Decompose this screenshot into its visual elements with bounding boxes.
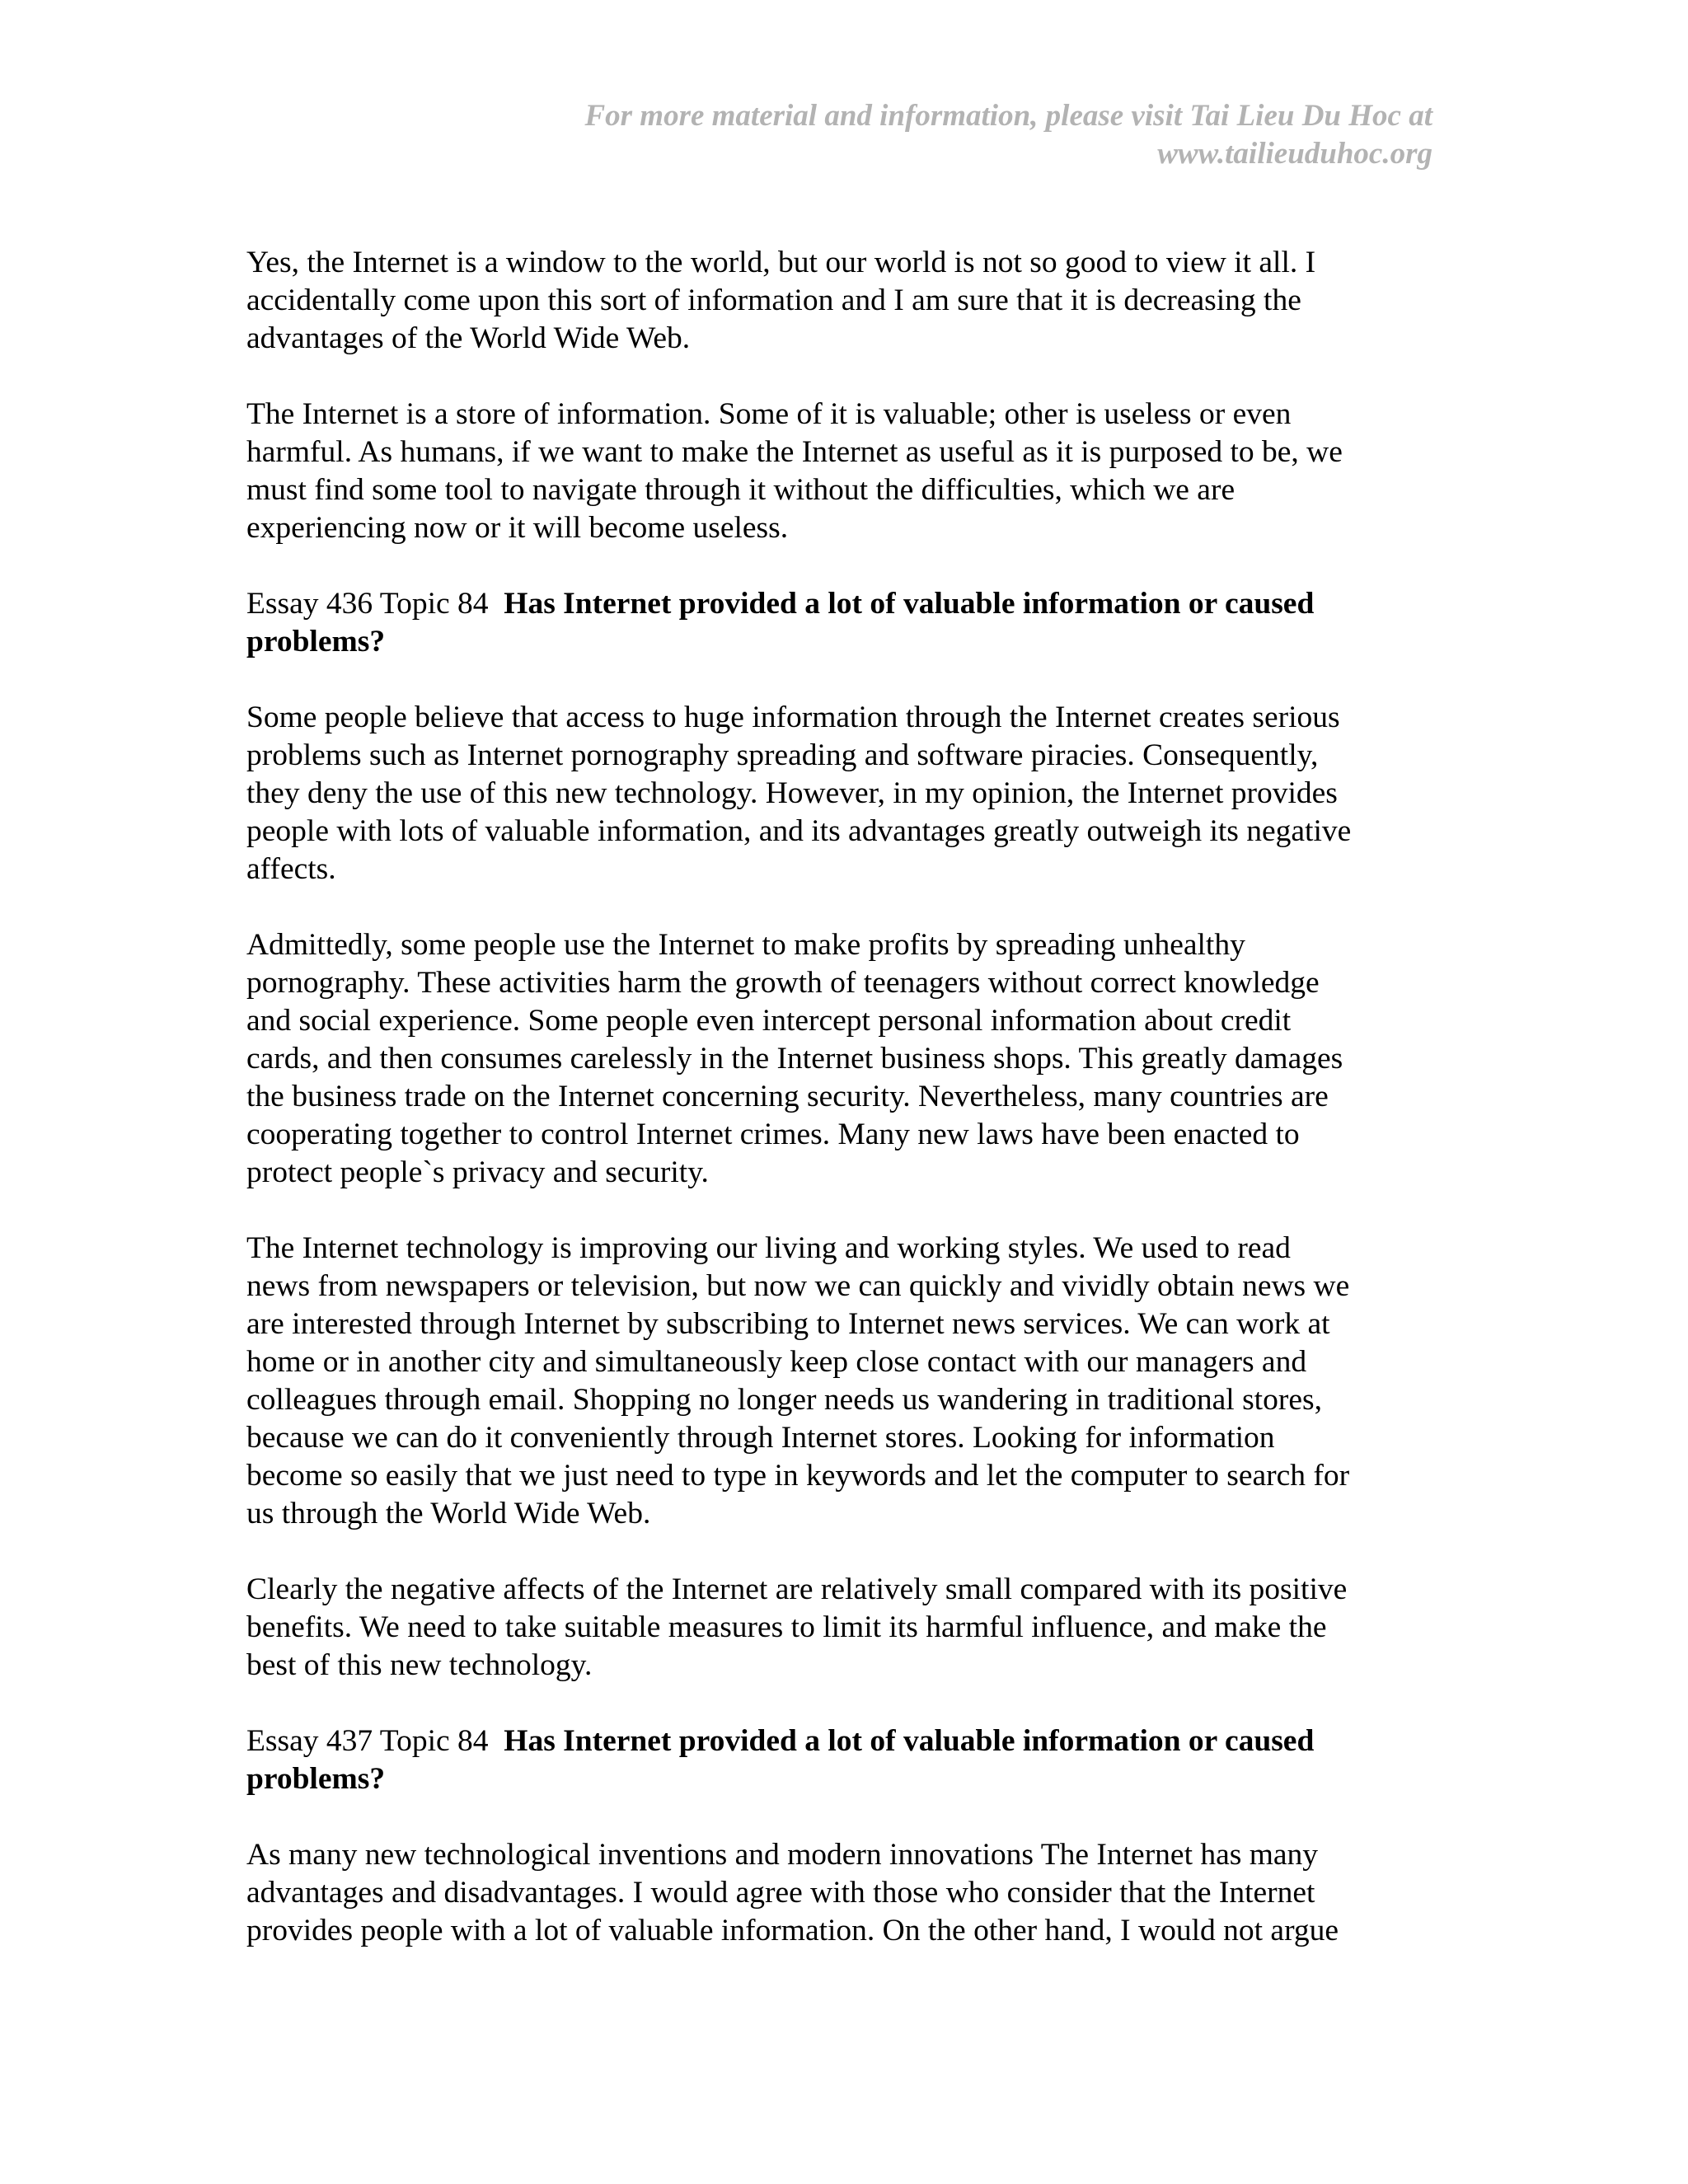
text-line: cooperating together to control Internet crimes. Many new laws have been enacted to (246, 1118, 1300, 1151)
text-line: problems such as Internet pornography spreading and software piracies. Consequently, (246, 738, 1319, 772)
text-line: accidentally come upon this sort of information and I am sure that it is decreasing the (246, 284, 1301, 317)
text-line: The Internet technology is improving our living and working styles. We used to read (246, 1231, 1291, 1265)
heading-line (246, 585, 1433, 623)
text-line: pornography. These activities harm the growth of teenagers without correct knowledge (246, 966, 1320, 1000)
text-line: the business trade on the Internet concerning security. Nevertheless, many countries are (246, 1080, 1329, 1113)
text-line: they deny the use of this new technology. However, in my opinion, the Internet provides (246, 776, 1338, 810)
document-body (246, 244, 1433, 1988)
essay-436-heading (246, 585, 1433, 661)
text-line: become so easily that we just need to type in keywords and let the computer to search for (246, 1459, 1350, 1493)
heading-line (246, 1722, 1433, 1760)
text-line: experiencing now or it will become useless. (246, 511, 789, 545)
text-line: Some people believe that access to huge information through the Internet creates serious (246, 701, 1340, 734)
paragraph-6 (246, 1571, 1433, 1685)
essay-topic-title: Has Internet provided a lot of valuable information or caused (504, 1724, 1315, 1758)
paragraph-2 (246, 396, 1433, 547)
text-line: benefits. We need to take suitable measures to limit its harmful influence, and make the (246, 1610, 1327, 1644)
text-line: protect people`s privacy and security. (246, 1155, 709, 1189)
paragraph-7 (246, 1836, 1433, 1950)
essay-topic-title-continued: problems? (246, 625, 386, 658)
text-line: cards, and then consumes carelessly in the Internet business shops. This greatly damages (246, 1042, 1343, 1076)
text-line: advantages and disadvantages. I would agree with those who consider that the Internet (246, 1876, 1315, 1910)
text-line: Admittedly, some people use the Internet to make profits by spreading unhealthy (246, 928, 1245, 962)
text-line: affects. (246, 852, 336, 886)
paragraph-4 (246, 926, 1433, 1192)
text-line: are interested through Internet by subscribing to Internet news services. We can work at (246, 1307, 1330, 1341)
text-line: harmful. As humans, if we want to make the Internet as useful as it is purposed to be, we (246, 435, 1343, 469)
text-line: As many new technological inventions and modern innovations The Internet has many (246, 1838, 1319, 1872)
essay-label: Essay 437 Topic 84 (246, 1724, 504, 1758)
text-line: must find some tool to navigate through it without the difficulties, which we are (246, 473, 1236, 507)
essay-label: Essay 436 Topic 84 (246, 587, 504, 621)
text-line: Clearly the negative affects of the Internet are relatively small compared with its positive (246, 1572, 1348, 1606)
text-line: Yes, the Internet is a window to the world, but our world is not so good to view it all. I (246, 246, 1316, 279)
essay-topic-title: Has Internet provided a lot of valuable information or caused (504, 587, 1315, 621)
text-line: news from newspapers or television, but now we can quickly and vividly obtain news we (246, 1269, 1350, 1303)
text-line: and social experience. Some people even intercept personal information about credit (246, 1004, 1292, 1038)
header-line-1: For more material and information, please visit Tai Lieu Du Hoc at (584, 99, 1432, 133)
text-line: provides people with a lot of valuable information. On the other hand, I would not argue (246, 1914, 1339, 1947)
text-line: advantages of the World Wide Web. (246, 321, 691, 355)
text-line: home or in another city and simultaneously keep close contact with our managers and (246, 1345, 1307, 1379)
text-line: because we can do it conveniently through Internet stores. Looking for information (246, 1421, 1275, 1455)
page-header-note (443, 97, 1432, 173)
paragraph-1 (246, 244, 1433, 358)
text-line: The Internet is a store of information. Some of it is valuable; other is useless or even (246, 397, 1292, 431)
text-line: best of this new technology. (246, 1648, 593, 1682)
paragraph-5 (246, 1230, 1433, 1533)
text-line: people with lots of valuable information, and its advantages greatly outweigh its negative (246, 814, 1352, 848)
essay-437-heading (246, 1722, 1433, 1798)
text-line: us through the World Wide Web. (246, 1497, 651, 1530)
text-line: colleagues through email. Shopping no longer needs us wandering in traditional stores, (246, 1383, 1322, 1417)
essay-topic-title-continued: problems? (246, 1762, 386, 1796)
header-line-2: www.tailieuduhoc.org (1157, 137, 1432, 171)
paragraph-3 (246, 699, 1433, 888)
